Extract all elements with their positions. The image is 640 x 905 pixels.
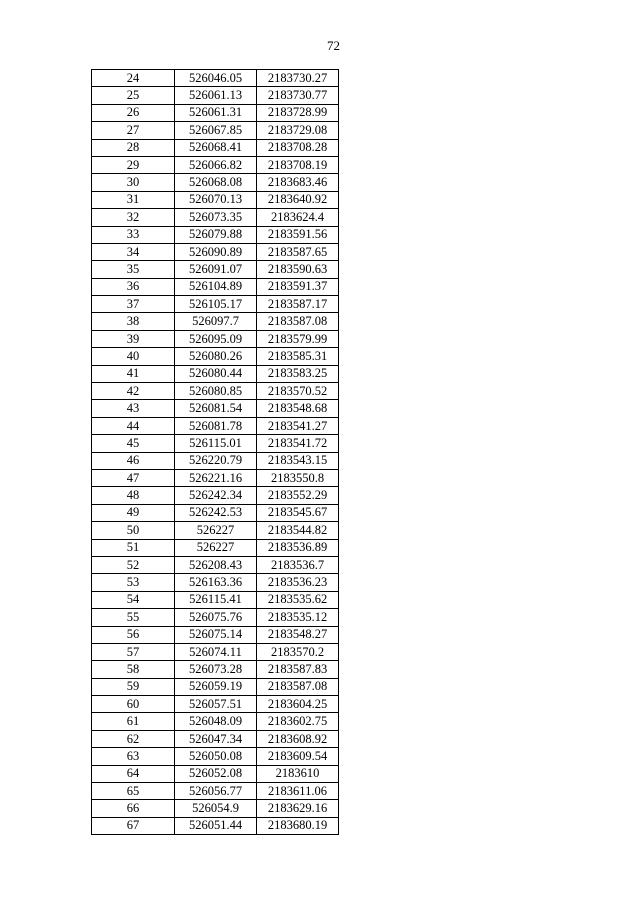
y-coordinate-cell: 2183544.82	[257, 522, 339, 539]
y-coordinate-cell: 2183608.92	[257, 730, 339, 747]
table-row	[92, 417, 339, 434]
y-coordinate-cell: 2183587.08	[257, 313, 339, 330]
table-row	[92, 661, 339, 678]
y-coordinate-cell: 2183535.62	[257, 591, 339, 608]
x-coordinate-cell: 526047.34	[175, 730, 257, 747]
x-coordinate-cell: 526090.89	[175, 243, 257, 260]
table-row	[92, 626, 339, 643]
x-coordinate-cell: 526075.76	[175, 609, 257, 626]
y-coordinate-cell: 2183536.7	[257, 556, 339, 573]
x-coordinate-cell: 526242.53	[175, 504, 257, 521]
table-row	[92, 156, 339, 173]
x-coordinate-cell: 526054.9	[175, 800, 257, 817]
x-coordinate-cell: 526105.17	[175, 296, 257, 313]
point-number-cell: 58	[92, 661, 175, 678]
x-coordinate-cell: 526074.11	[175, 643, 257, 660]
x-coordinate-cell: 526227	[175, 539, 257, 556]
x-coordinate-cell: 526068.08	[175, 174, 257, 191]
y-coordinate-cell: 2183545.67	[257, 504, 339, 521]
point-number-cell: 42	[92, 383, 175, 400]
y-coordinate-cell: 2183536.23	[257, 574, 339, 591]
x-coordinate-cell: 526221.16	[175, 469, 257, 486]
point-number-cell: 43	[92, 400, 175, 417]
y-coordinate-cell: 2183535.12	[257, 609, 339, 626]
x-coordinate-cell: 526115.41	[175, 591, 257, 608]
x-coordinate-cell: 526061.13	[175, 87, 257, 104]
point-number-cell: 38	[92, 313, 175, 330]
x-coordinate-cell: 526070.13	[175, 191, 257, 208]
table-row	[92, 296, 339, 313]
point-number-cell: 46	[92, 452, 175, 469]
y-coordinate-cell: 2183591.56	[257, 226, 339, 243]
x-coordinate-cell: 526104.89	[175, 278, 257, 295]
point-number-cell: 65	[92, 783, 175, 800]
x-coordinate-cell: 526227	[175, 522, 257, 539]
point-number-cell: 26	[92, 104, 175, 121]
y-coordinate-cell: 2183543.15	[257, 452, 339, 469]
coordinates-table	[91, 69, 339, 835]
point-number-cell: 56	[92, 626, 175, 643]
point-number-cell: 60	[92, 696, 175, 713]
page-number: 72	[327, 38, 340, 53]
x-coordinate-cell: 526080.26	[175, 348, 257, 365]
point-number-cell: 53	[92, 574, 175, 591]
y-coordinate-cell: 2183579.99	[257, 330, 339, 347]
table-row	[92, 261, 339, 278]
y-coordinate-cell: 2183640.92	[257, 191, 339, 208]
y-coordinate-cell: 2183570.52	[257, 383, 339, 400]
x-coordinate-cell: 526095.09	[175, 330, 257, 347]
table-row	[92, 469, 339, 486]
table-row	[92, 800, 339, 817]
y-coordinate-cell: 2183552.29	[257, 487, 339, 504]
table-row	[92, 713, 339, 730]
point-number-cell: 66	[92, 800, 175, 817]
table-row	[92, 87, 339, 104]
x-coordinate-cell: 526079.88	[175, 226, 257, 243]
table-row	[92, 174, 339, 191]
point-number-cell: 59	[92, 678, 175, 695]
y-coordinate-cell: 2183680.19	[257, 817, 339, 834]
y-coordinate-cell: 2183585.31	[257, 348, 339, 365]
point-number-cell: 28	[92, 139, 175, 156]
table-row	[92, 383, 339, 400]
table-row	[92, 678, 339, 695]
table-row	[92, 748, 339, 765]
x-coordinate-cell: 526080.85	[175, 383, 257, 400]
y-coordinate-cell: 2183611.06	[257, 783, 339, 800]
y-coordinate-cell: 2183708.28	[257, 139, 339, 156]
point-number-cell: 48	[92, 487, 175, 504]
y-coordinate-cell: 2183587.65	[257, 243, 339, 260]
x-coordinate-cell: 526080.44	[175, 365, 257, 382]
point-number-cell: 51	[92, 539, 175, 556]
x-coordinate-cell: 526097.7	[175, 313, 257, 330]
y-coordinate-cell: 2183548.27	[257, 626, 339, 643]
table-row	[92, 348, 339, 365]
table-row	[92, 643, 339, 660]
table-row	[92, 591, 339, 608]
point-number-cell: 37	[92, 296, 175, 313]
point-number-cell: 41	[92, 365, 175, 382]
y-coordinate-cell: 2183708.19	[257, 156, 339, 173]
point-number-cell: 30	[92, 174, 175, 191]
x-coordinate-cell: 526051.44	[175, 817, 257, 834]
table-row	[92, 122, 339, 139]
y-coordinate-cell: 2183602.75	[257, 713, 339, 730]
table-row	[92, 539, 339, 556]
y-coordinate-cell: 2183729.08	[257, 122, 339, 139]
y-coordinate-cell: 2183590.63	[257, 261, 339, 278]
point-number-cell: 34	[92, 243, 175, 260]
table-row	[92, 696, 339, 713]
table-row	[92, 330, 339, 347]
x-coordinate-cell: 526073.28	[175, 661, 257, 678]
point-number-cell: 47	[92, 469, 175, 486]
x-coordinate-cell: 526067.85	[175, 122, 257, 139]
table-row	[92, 104, 339, 121]
y-coordinate-cell: 2183550.8	[257, 469, 339, 486]
point-number-cell: 45	[92, 435, 175, 452]
y-coordinate-cell: 2183587.17	[257, 296, 339, 313]
table-row	[92, 139, 339, 156]
x-coordinate-cell: 526048.09	[175, 713, 257, 730]
point-number-cell: 67	[92, 817, 175, 834]
point-number-cell: 29	[92, 156, 175, 173]
y-coordinate-cell: 2183610	[257, 765, 339, 782]
point-number-cell: 24	[92, 70, 175, 87]
point-number-cell: 40	[92, 348, 175, 365]
table-row	[92, 226, 339, 243]
y-coordinate-cell: 2183728.99	[257, 104, 339, 121]
table-row	[92, 765, 339, 782]
coordinates-table-body	[92, 70, 339, 835]
x-coordinate-cell: 526081.54	[175, 400, 257, 417]
table-row	[92, 313, 339, 330]
x-coordinate-cell: 526046.05	[175, 70, 257, 87]
point-number-cell: 55	[92, 609, 175, 626]
y-coordinate-cell: 2183730.27	[257, 70, 339, 87]
x-coordinate-cell: 526061.31	[175, 104, 257, 121]
point-number-cell: 63	[92, 748, 175, 765]
table-row	[92, 522, 339, 539]
table-row	[92, 609, 339, 626]
y-coordinate-cell: 2183587.08	[257, 678, 339, 695]
table-row	[92, 783, 339, 800]
table-row	[92, 70, 339, 87]
y-coordinate-cell: 2183604.25	[257, 696, 339, 713]
y-coordinate-cell: 2183624.4	[257, 209, 339, 226]
x-coordinate-cell: 526163.36	[175, 574, 257, 591]
x-coordinate-cell: 526056.77	[175, 783, 257, 800]
table-row	[92, 556, 339, 573]
x-coordinate-cell: 526068.41	[175, 139, 257, 156]
point-number-cell: 32	[92, 209, 175, 226]
table-row	[92, 191, 339, 208]
x-coordinate-cell: 526057.51	[175, 696, 257, 713]
point-number-cell: 35	[92, 261, 175, 278]
y-coordinate-cell: 2183609.54	[257, 748, 339, 765]
point-number-cell: 52	[92, 556, 175, 573]
x-coordinate-cell: 526081.78	[175, 417, 257, 434]
table-row	[92, 452, 339, 469]
point-number-cell: 44	[92, 417, 175, 434]
y-coordinate-cell: 2183570.2	[257, 643, 339, 660]
point-number-cell: 57	[92, 643, 175, 660]
y-coordinate-cell: 2183629.16	[257, 800, 339, 817]
y-coordinate-cell: 2183730.77	[257, 87, 339, 104]
x-coordinate-cell: 526073.35	[175, 209, 257, 226]
x-coordinate-cell: 526091.07	[175, 261, 257, 278]
x-coordinate-cell: 526059.19	[175, 678, 257, 695]
table-row	[92, 730, 339, 747]
table-row	[92, 487, 339, 504]
table-row	[92, 435, 339, 452]
x-coordinate-cell: 526242.34	[175, 487, 257, 504]
y-coordinate-cell: 2183591.37	[257, 278, 339, 295]
point-number-cell: 36	[92, 278, 175, 295]
table-row	[92, 365, 339, 382]
table-row	[92, 209, 339, 226]
x-coordinate-cell: 526220.79	[175, 452, 257, 469]
y-coordinate-cell: 2183536.89	[257, 539, 339, 556]
x-coordinate-cell: 526208.43	[175, 556, 257, 573]
table-row	[92, 504, 339, 521]
y-coordinate-cell: 2183541.27	[257, 417, 339, 434]
table-row	[92, 278, 339, 295]
table-row	[92, 817, 339, 834]
table-row	[92, 400, 339, 417]
x-coordinate-cell: 526115.01	[175, 435, 257, 452]
point-number-cell: 25	[92, 87, 175, 104]
y-coordinate-cell: 2183541.72	[257, 435, 339, 452]
y-coordinate-cell: 2183683.46	[257, 174, 339, 191]
table-row	[92, 243, 339, 260]
x-coordinate-cell: 526052.08	[175, 765, 257, 782]
y-coordinate-cell: 2183583.25	[257, 365, 339, 382]
point-number-cell: 33	[92, 226, 175, 243]
point-number-cell: 54	[92, 591, 175, 608]
point-number-cell: 61	[92, 713, 175, 730]
y-coordinate-cell: 2183587.83	[257, 661, 339, 678]
point-number-cell: 39	[92, 330, 175, 347]
point-number-cell: 31	[92, 191, 175, 208]
y-coordinate-cell: 2183548.68	[257, 400, 339, 417]
point-number-cell: 49	[92, 504, 175, 521]
x-coordinate-cell: 526075.14	[175, 626, 257, 643]
table-row	[92, 574, 339, 591]
x-coordinate-cell: 526066.82	[175, 156, 257, 173]
point-number-cell: 64	[92, 765, 175, 782]
x-coordinate-cell: 526050.08	[175, 748, 257, 765]
point-number-cell: 50	[92, 522, 175, 539]
point-number-cell: 62	[92, 730, 175, 747]
point-number-cell: 27	[92, 122, 175, 139]
